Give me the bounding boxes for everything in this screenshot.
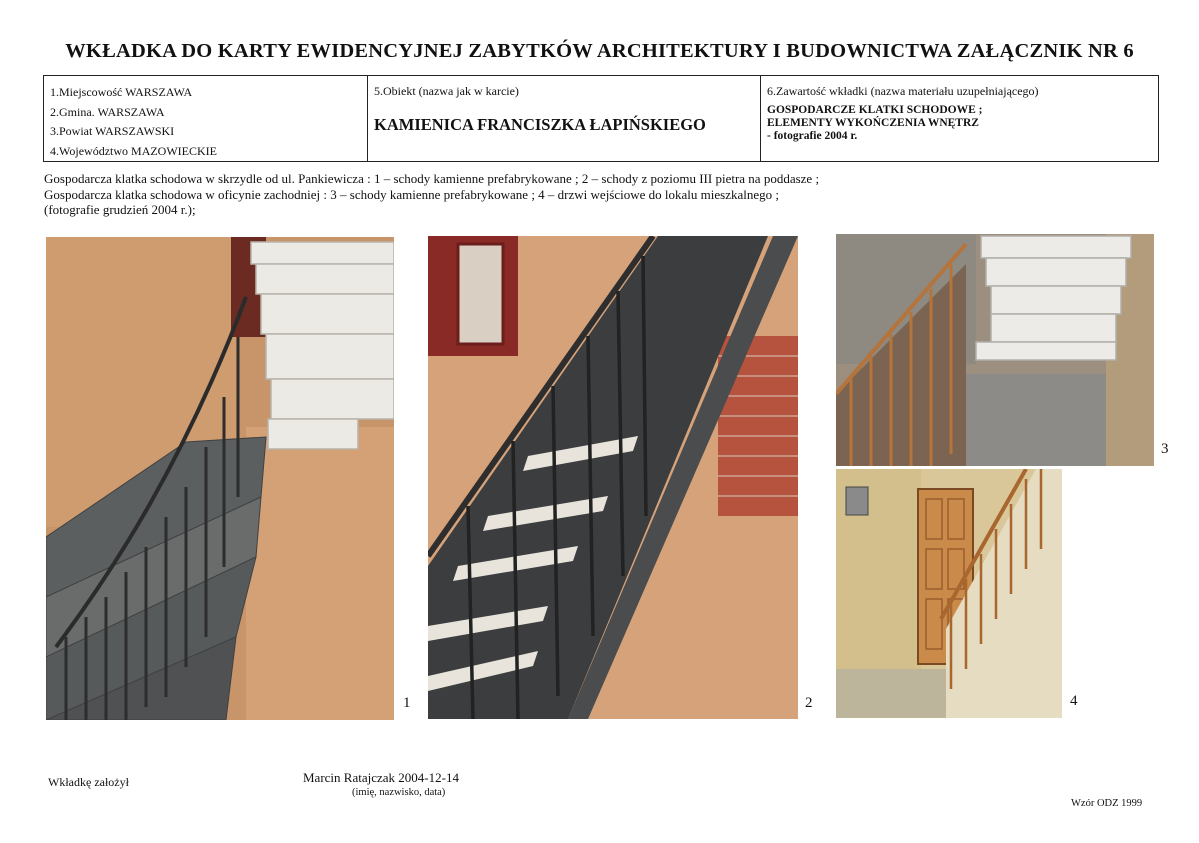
contents-line: ELEMENTY WYKOŃCZENIA WNĘTRZ	[767, 117, 979, 129]
contents-value	[767, 104, 1152, 143]
contents-cell	[761, 76, 1158, 161]
photo-number: 2	[805, 695, 813, 711]
author-caption: (imię, nazwisko, data)	[352, 787, 446, 798]
page-title: WKŁADKA DO KARTY EWIDENCYJNEJ ZABYTKÓW ARCHITEKTURY I BUDOWNICTWA ZAŁĄCZNIK NR 6	[65, 40, 1134, 62]
photo-number: 4	[1070, 693, 1078, 709]
contents-label: 6.Zawartość wkładki (nazwa materiału uzupełniającego)	[767, 84, 1039, 98]
photo-4	[836, 469, 1062, 718]
location-cell	[44, 76, 368, 161]
description-line: (fotografie grudzień 2004 r.);	[44, 202, 196, 217]
contents-line: GOSPODARCZE KLATKI SCHODOWE ;	[767, 104, 983, 116]
photo-number: 3	[1161, 441, 1169, 457]
photo-2	[428, 236, 798, 719]
created-by-label: Wkładkę założył	[48, 775, 129, 789]
form-template: Wzór ODZ 1999	[1071, 798, 1143, 809]
info-table	[43, 75, 1159, 162]
county: 3.Powiat WARSZAWSKI	[50, 124, 175, 138]
voivodeship: 4.Województwo MAZOWIECKIE	[50, 143, 217, 158]
object-cell	[368, 76, 761, 161]
object-name: KAMIENICA FRANCISZKA ŁAPIŃSKIEGO	[374, 115, 706, 134]
commune: 2.Gmina. WARSZAWA	[50, 104, 165, 119]
object-label: 5.Obiekt (nazwa jak w karcie)	[374, 84, 519, 98]
photo-1	[46, 237, 394, 720]
contents-line: - fotografie 2004 r.	[767, 130, 858, 142]
author-signature: Marcin Ratajczak 2004-12-14	[303, 770, 459, 785]
photo-3	[836, 234, 1154, 466]
locality: 1.Miejscowość WARSZAWA	[50, 85, 193, 99]
photo-number: 1	[403, 695, 411, 711]
description-line: Gospodarcza klatka schodowa w oficynie zachodniej : 3 – schody kamienne prefabrykowane ; 4 – drzwi wejściowe do lokalu mieszkalnego ;	[44, 186, 779, 202]
description-line: Gospodarcza klatka schodowa w skrzydle od ul. Pankiewicza : 1 – schody kamienne prefabrykowane ; 2 – schody z poziomu III pietra na poddasze ;	[44, 171, 820, 186]
description	[44, 171, 1144, 218]
